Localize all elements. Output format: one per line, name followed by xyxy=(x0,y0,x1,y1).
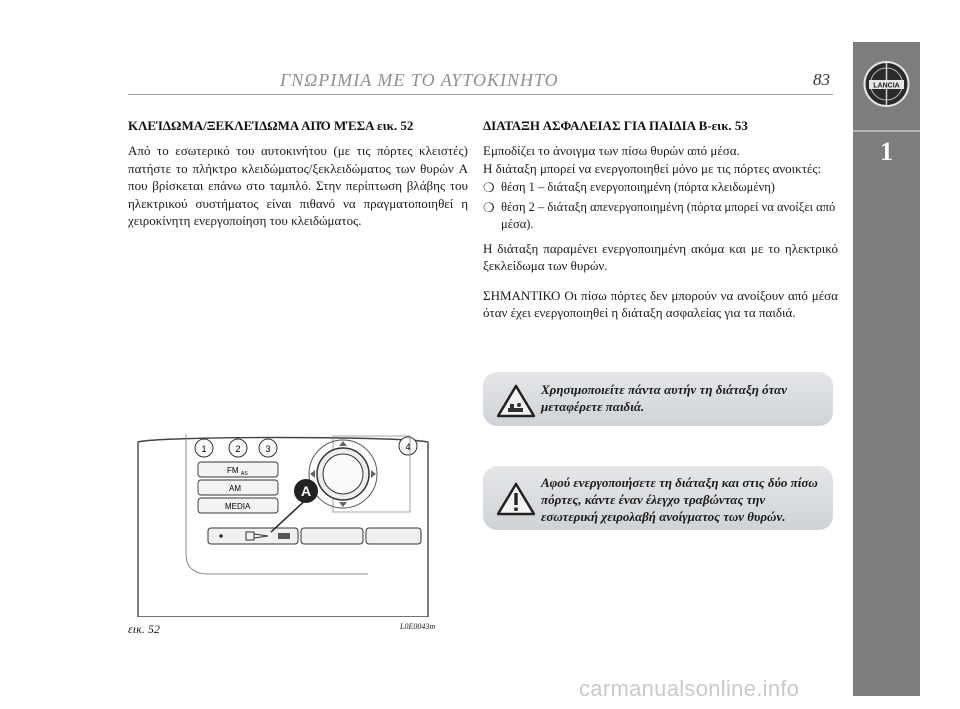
preset-buttons xyxy=(195,437,417,457)
page-number: 83 xyxy=(813,70,830,89)
logo-text: LANCIA xyxy=(873,82,900,90)
right-paragraph-2: Η διάταξη παραμένει ενεργοποιημένη ακόμα και με το ηλεκτρικό ξεκλείδωμα των θυρών. xyxy=(483,240,838,273)
source-label: FM xyxy=(227,466,239,475)
preset-label: 3 xyxy=(265,444,271,454)
chapter-number: 1 xyxy=(880,137,893,166)
car-seat-warning-icon xyxy=(497,384,535,418)
bullet-text: θέση 2 – διάταξη απενεργοποιημένη (πόρτα μπορεί να ανοίξει από μέσα). xyxy=(501,199,836,231)
bullet-text: θέση 1 – διάταξη ενεργοποιημένη (πόρτα κλειδωμένη) xyxy=(501,180,775,194)
source-label: MEDIA xyxy=(225,502,251,511)
sidebar-divider xyxy=(853,130,920,132)
header-rule xyxy=(128,94,833,95)
bullet-mark: ❍ xyxy=(483,180,495,195)
control-knob xyxy=(309,436,410,512)
note-text: Αφού ενεργοποιήσετε τη διάταξη και στις δύο πίσω πόρτες, κάντε έναν έλεγχο τραβώντας την εσωτερική χειρολαβή ανοίγματος των θυρών. xyxy=(541,475,818,524)
right-column xyxy=(483,118,838,322)
spacer xyxy=(483,275,838,287)
door-lock-button-row xyxy=(208,528,421,544)
watermark: carmanualsonline.info xyxy=(579,676,800,701)
preset-label: 2 xyxy=(235,444,241,454)
source-sub-label: AS xyxy=(241,471,248,477)
warning-note xyxy=(483,466,833,530)
left-column xyxy=(128,118,468,230)
right-line-1: Εμποδίζει το άνοιγμα των πίσω θυρών από μέσα. xyxy=(483,143,740,158)
bullet-mark: ❍ xyxy=(483,199,495,215)
warning-note xyxy=(483,372,833,426)
header-title: ΓΝΩΡΙΜΙΑ ΜΕ ΤΟ ΑΥΤΟΚΙΝΗΤΟ xyxy=(280,70,559,90)
figure-code: L0E0043m xyxy=(400,622,436,631)
source-label: AM xyxy=(229,484,241,493)
lancia-logo-icon xyxy=(861,54,912,118)
left-body: Από το εσωτερικό του αυτοκινήτου (με τις πόρτες κλειστές) πατήστε το πλήκτρο κλειδώματος/ξεκλειδώματος των θυρών A που βρίσκεται επάνω στο ταμπλό. Στην περίπτωση βλάβης του ηλεκτρικού συστήματος είναι πιθανό να πραγματοποιηθεί η χειροκίνητη ενεργοποίηση του κλειδώματος. xyxy=(128,143,468,228)
bullet-item xyxy=(483,179,838,197)
right-heading: ΔΙΑΤΑΞΗ ΑΣΦΑΛΕΙΑΣ ΓΙΑ ΠΑΙΔΙΑ B-εικ. 53 xyxy=(483,118,748,133)
warning-triangle-icon xyxy=(497,482,535,516)
source-buttons xyxy=(198,462,278,513)
callout-label: A xyxy=(300,483,312,499)
bullet-item xyxy=(483,199,838,234)
preset-label: 1 xyxy=(201,444,207,454)
left-heading: ΚΛΕΊΔΩΜΑ/ΞΕΚΛΕΊΔΩΜΑ ΑΠΌ ΜΈΣΑ εικ. 52 xyxy=(128,118,414,133)
right-line-2: Η διάταξη μπορεί να ενεργοποιηθεί μόνο με τις πόρτες ανοικτές: xyxy=(483,160,822,176)
preset-label: 4 xyxy=(405,442,411,452)
right-paragraph-3: ΣΗΜΑΝΤΙΚΟ Οι πίσω πόρτες δεν μπορούν να ανοίξουν από μέσα όταν έχει ενεργοποιηθεί η διάταξη ασφαλείας για τα παιδιά. xyxy=(483,287,838,320)
note-text: Χρησιμοποιείτε πάντα αυτήν τη διάταξη όταν μεταφέρετε παιδιά. xyxy=(541,382,788,414)
figure-caption: εικ. 52 xyxy=(128,622,160,636)
dashboard-illustration xyxy=(128,434,443,617)
figure-52 xyxy=(128,434,443,617)
chapter-sidebar xyxy=(853,42,920,696)
